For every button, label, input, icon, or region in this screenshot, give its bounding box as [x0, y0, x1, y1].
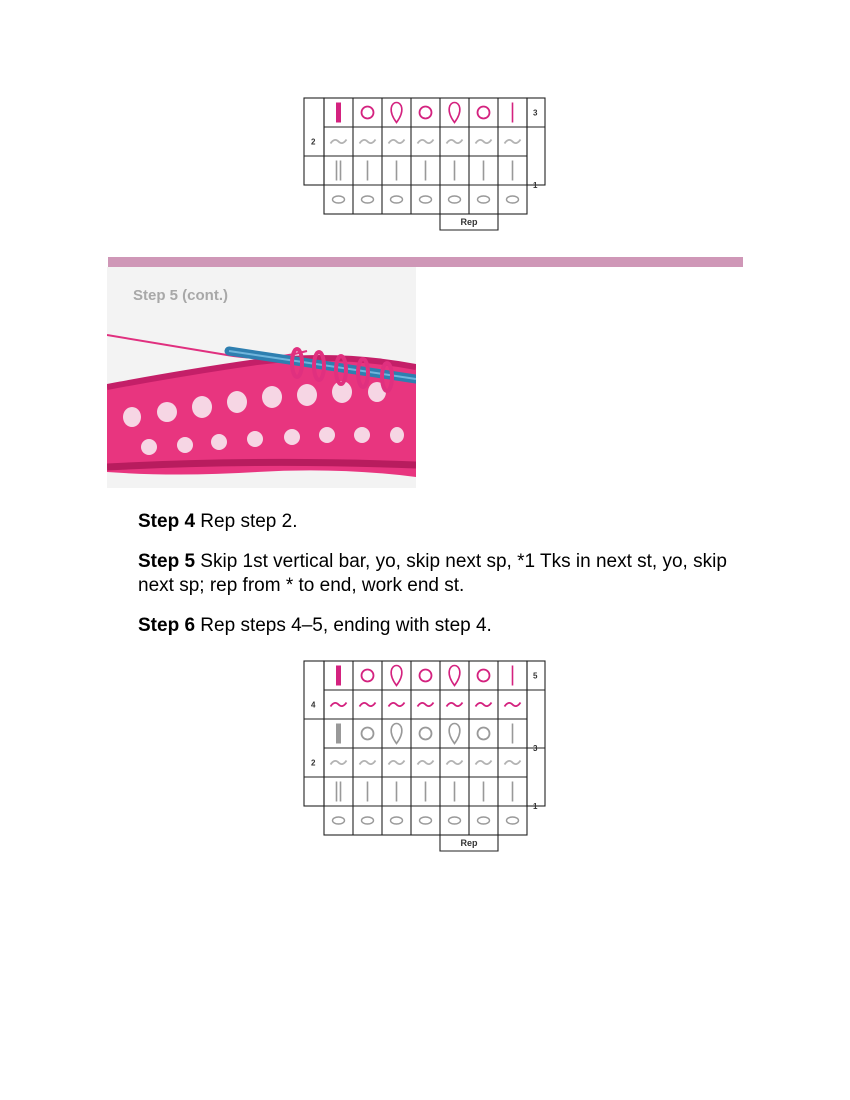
row-number-left: 2 — [311, 137, 316, 147]
teardrop-symbol — [449, 103, 460, 123]
oval-symbol — [333, 817, 345, 824]
circle-symbol — [362, 670, 374, 682]
teardrop-symbol — [391, 724, 402, 744]
step-4 — [138, 510, 750, 534]
stitch-chart-1-grid — [303, 98, 553, 234]
stitch-chart-1 — [303, 98, 553, 234]
oval-symbol — [420, 196, 432, 203]
rep-label: Rep — [460, 838, 478, 848]
step-text: Rep steps 4–5, ending with step 4. — [195, 615, 492, 636]
wave-symbol — [476, 703, 492, 707]
wave-symbol — [505, 761, 521, 765]
oval-symbol — [507, 196, 519, 203]
wave-symbol — [476, 140, 492, 144]
wave-symbol — [389, 140, 405, 144]
oval-symbol — [333, 196, 345, 203]
row-number-left: 2 — [311, 758, 316, 768]
thick-bar-symbol — [336, 666, 341, 686]
oval-symbol — [362, 817, 374, 824]
wave-symbol — [418, 140, 434, 144]
oval-symbol — [391, 196, 403, 203]
circle-symbol — [362, 107, 374, 119]
step-photo — [107, 267, 416, 488]
oval-symbol — [420, 817, 432, 824]
row-number-right: 5 — [533, 671, 538, 681]
teardrop-symbol — [391, 666, 402, 686]
row-number-right: 3 — [533, 108, 538, 118]
wave-symbol — [360, 703, 376, 707]
photo-caption: Step 5 (cont.) — [133, 287, 229, 304]
row-number-left: 4 — [311, 700, 316, 710]
circle-symbol — [420, 107, 432, 119]
wave-symbol — [360, 761, 376, 765]
step-text: Rep step 2. — [195, 511, 298, 532]
teardrop-symbol — [449, 724, 460, 744]
stitch-chart-2-grid — [303, 661, 553, 855]
wave-symbol — [331, 703, 347, 707]
wave-symbol — [418, 703, 434, 707]
wave-symbol — [505, 703, 521, 707]
circle-symbol — [478, 670, 490, 682]
row-number-right: 1 — [533, 181, 538, 190]
wave-symbol — [447, 140, 463, 144]
rep-label: Rep — [460, 217, 478, 227]
wave-symbol — [331, 761, 347, 765]
oval-symbol — [449, 196, 461, 203]
circle-symbol — [478, 728, 490, 740]
wave-symbol — [476, 761, 492, 765]
step-5 — [138, 550, 750, 598]
stitch-chart-2 — [303, 661, 553, 855]
oval-symbol — [478, 196, 490, 203]
circle-symbol — [420, 670, 432, 682]
step-label: Step 5 — [138, 551, 196, 572]
teardrop-symbol — [391, 103, 402, 123]
step-6 — [138, 614, 750, 638]
wave-symbol — [447, 703, 463, 707]
double-bar-symbol — [337, 161, 341, 181]
wave-symbol — [389, 703, 405, 707]
wave-symbol — [360, 140, 376, 144]
double-bar-symbol — [337, 782, 341, 802]
instructions — [138, 510, 750, 654]
oval-symbol — [478, 817, 490, 824]
step-label: Step 6 — [138, 615, 196, 636]
thick-bar-symbol — [336, 103, 341, 123]
chart-grid-lines — [304, 661, 545, 835]
oval-symbol — [449, 817, 461, 824]
oval-symbol — [507, 817, 519, 824]
row-number-right: 1 — [533, 802, 538, 811]
section-divider-bar — [108, 257, 743, 267]
row-number-right: 3 — [533, 744, 538, 753]
step-label: Step 4 — [138, 511, 196, 532]
wave-symbol — [331, 140, 347, 144]
wave-symbol — [505, 140, 521, 144]
wave-symbol — [389, 761, 405, 765]
thick-bar-symbol — [336, 724, 341, 744]
circle-symbol — [362, 728, 374, 740]
oval-symbol — [362, 196, 374, 203]
circle-symbol — [478, 107, 490, 119]
circle-symbol — [420, 728, 432, 740]
oval-symbol — [391, 817, 403, 824]
step-text: Skip 1st vertical bar, yo, skip next sp, *1 Tks in next st, yo, skip next sp; rep from * to end, work end st. — [138, 551, 727, 596]
wave-symbol — [418, 761, 434, 765]
teardrop-symbol — [449, 666, 460, 686]
wave-symbol — [447, 761, 463, 765]
